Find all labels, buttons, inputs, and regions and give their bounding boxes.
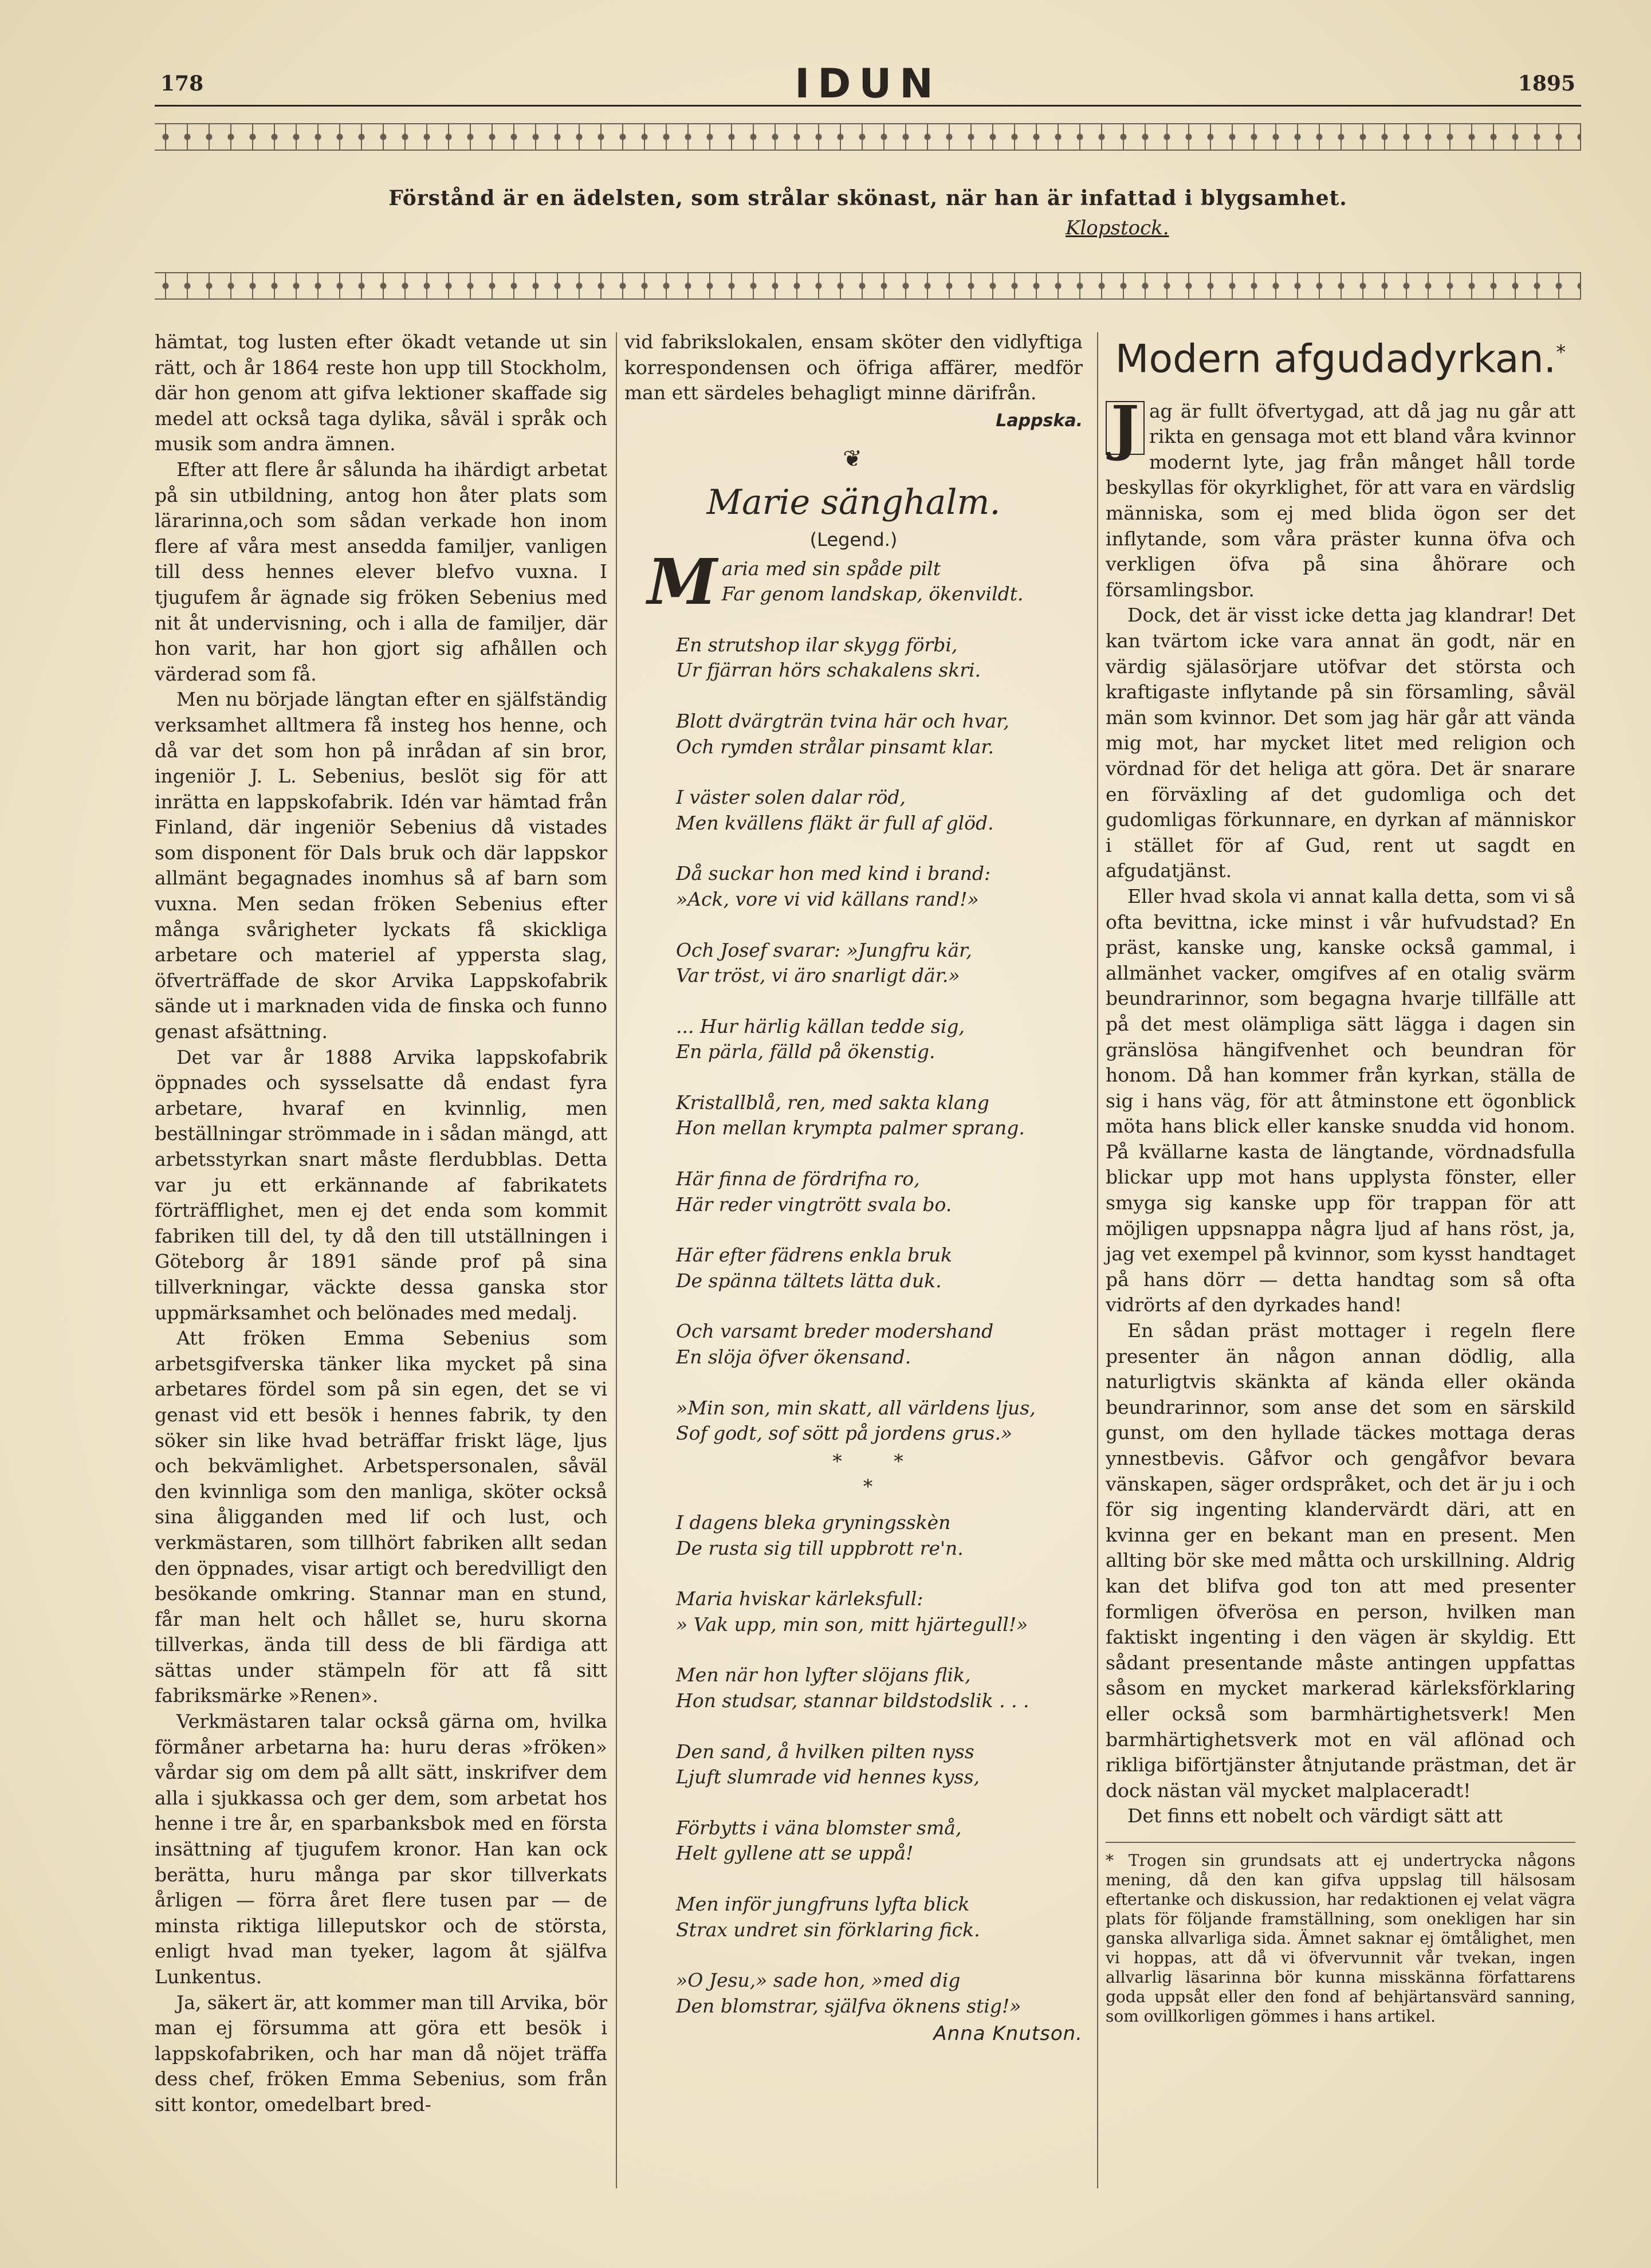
ornamental-border-top [155,123,1581,151]
paragraph: Det finns ett nobelt och värdigt sätt att [1127,1805,1503,1827]
poem-author: Anna Knutson. [933,2022,1083,2046]
column-divider [616,332,617,2188]
stanza [676,1815,1083,1866]
verse-line: Men när hon lyfter slöjans flik, [676,1664,971,1687]
fleuron-ornament: ❦ [843,446,864,473]
column-middle [624,329,1083,2047]
stanza [676,938,1083,989]
column-left [155,329,607,2118]
column-right [1106,329,1575,2026]
paragraph: En sådan präst mottager i regeln flere presenter än någon annan dödlig, alla naturligtvis skänkta af kända eller okända beundrarinnor, som anse det som en särskild gunst, om den hyllade täckes mottaga deras ynnestbevis. Gåfvor och gengåfvor bevara vänskapen, säger ordspråket, och det är ju i och för sig ingenting klandervärdt däri, att en kvinna ger en bekant man en present. Men allting bör ske med måtta och urskillning. Aldrig kan det blifva god ton att med presenter formligen öfverösa en person, hvilken man faktiskt ingenting i den vägen är skyldig. Ett sådant presentande måste antingen uppfattas såsom en mycket markerad kärleksförklaring eller också som barmhärtighetsverk! Men barmhärtighetsverk mot en väl aflönad och rikliga biförtjänster åtnjutande prästman, det är dock nästan väl mycket malplaceradt! [1106,1319,1575,1802]
stanza [676,1090,1083,1141]
verse-line: En slöja öfver ökensand. [676,1346,911,1369]
page-number: 178 [160,72,204,96]
poem-subtitle: (Legend.) [809,528,898,551]
stanza [676,1014,1083,1065]
article-title-text: Modern afgudadyrkan. [1115,336,1556,382]
paragraph: Men nu började längtan efter en själfständig verksamhet alltmera få insteg hos henne, och då var det som hon på inrådan af sin bror, ingeniör J. L. Sebenius, beslöt sig för att inrätta en lappskofabrik. Idén var hämtad från Finland, där ingeniör Sebenius då vistades som disponent för Dals bruk och där lappskor allmänt begagnades inomhus så af barn som vuxna. Men sedan fröken Sebenius efter många svårigheter lyckats få skickliga arbetare och materiel af yppersta slag, öfverträffade de skor Arvika Lappskofabrik sände ut i marknaden vida de finska och funno genast afsättning. [155,688,607,1043]
drop-cap: M [647,544,717,619]
paragraph: Ja, säkert är, att kommer man till Arvika, bör man ej försumma att göra ett besök i lappskofabriken, och har man då nöjet träffa dess chef, fröken Emma Sebenius, som från sitt kontor, omedelbart bred- [155,1991,607,2116]
stanza [676,1968,1083,2019]
verse-line: »O Jesu,» sade hon, »med dig [676,1969,961,1992]
verse-line: aria med sin spåde pilt [721,557,941,580]
stanza [676,1319,1083,1370]
paragraph: vid fabrikslokalen, ensam sköter den vidlyftiga korrespondensen och öfriga affärer, medför man ett särdeles behagligt minne därifrån. [624,331,1083,404]
stanza [676,1739,1083,1790]
verse-line: »Ack, vore vi vid källans rand!» [676,887,979,910]
stanza [676,1166,1083,1217]
section-break-asterisks: * * * [832,1449,926,1498]
verse-line: Ur fjärran hörs schakalens skri. [676,659,981,682]
verse-line: Förbytts i väna blomster små, [676,1816,962,1839]
epigraph: Förstånd är en ädelsten, som strålar skönast, när han är infattad i blygsamhet. [388,186,1347,210]
paragraph-text: ag är fullt öfvertygad, att då jag nu går att rikta en gensaga mot ett bland våra kvinnor modernt lyte, jag från månget håll torde beskyllas för okyrklighet, för att vara en värdslig människa, som ej med blida ögon ser det inflytande, som våra präster kunna öfva och verkligen öfva på sina åhörare och församlingsbor. [1106,399,1575,601]
ornamental-border-middle [155,272,1581,300]
stanza [647,544,1083,619]
stanza [676,1662,1083,1713]
verse-line: Här finna de fördrifna ro, [676,1168,920,1190]
verse-line: De rusta sig till uppbrott re'n. [676,1536,964,1559]
verse-line: Den sand, å hvilken pilten nyss [676,1740,974,1763]
verse-line: » Vak upp, min son, mitt hjärtegull!» [676,1613,1028,1636]
paragraph [1106,392,1575,603]
verse-line: De spänna tältets lätta duk. [676,1269,942,1292]
verse-line: Var tröst, vi äro snarligt där.» [676,964,960,987]
paragraph: Dock, det är visst icke detta jag klandrar! Det kan tvärtom icke vara annat än godt, när en värdig själasörjare utöfvar det största och kraftigaste inflytande på sin församling, såväl män som kvinnor. Det som jag här går att vända mig mot, har mycket litet med religion och vördnad för det heliga att göra. Det är snarare en förväxling af det gudomliga och det gudomligas förkunnare, en dyrkan af människor i stället för af Gud, rent ut sagdt en afgudatjänst. [1106,604,1575,882]
verse-line: Men inför jungfruns lyfta blick [676,1892,970,1915]
drop-cap: J [1106,401,1145,455]
page-header [155,60,1581,117]
stanza [676,1892,1083,1943]
publication-year: 1895 [1518,72,1575,96]
header-rule [155,105,1581,107]
paragraph: hämtat, tog lusten efter ökadt vetande ut sin rätt, och år 1864 reste hon upp till Stockholm, där hon genom att gifva lektioner skaffade sig medel att också taga dylika, såväl i språk och musik som andra ämnen. [155,331,607,455]
paragraph: Verkmästaren talar också gärna om, hvilka förmåner arbetarna ha: huru deras »fröken» vårdar sig om dem på allt sätt, inskrifver dem alla i sjukkassa och ger dem, som arbetat hos henne i tre år, en sparbanksbok med en första insättning af tjugufem kronor. Han kan ock berätta, huru många par skor tillverkats årligen — förra året flere tusen par — de minsta riktiga lilleputskor och de största, enligt hvad man tyeker, lagom åt själfva Lunkentus. [155,1710,607,1988]
stanza [676,1396,1083,1447]
verse-line: Här efter fädrens enkla bruk [676,1244,953,1267]
verse-line: Kristallblå, ren, med sakta klang [676,1091,989,1114]
verse-line: Den blomstrar, själfva öknens stig!» [676,1994,1021,2017]
verse-line: Blott dvärgträn tvina här och hvar, [676,709,1009,732]
stanza [676,785,1083,836]
verse-line: Hon mellan krympta palmer sprang. [676,1117,1025,1139]
verse-line: Och rymden strålar pinsamt klar. [676,735,994,758]
verse-line: Och Josef svarar: »Jungfru kär, [676,938,972,961]
stanza [676,861,1083,912]
epigraph-source: Klopstock. [1066,217,1169,239]
verse-line: Far genom landskap, ökenvildt. [721,583,1024,606]
stanza [676,709,1083,760]
paragraph: Det var år 1888 Arvika lappskofabrik öppnades och sysselsatte då endast fyra arbetare, hvaraf en kvinnlig, men beställningar strömmade in i sådan mängd, att arbetsstyrkan snart måste flerdubblas. Detta var ju ett erkännande af fabrikatets förträfflighet, men ej det enda som kommit fabriken till del, ty då den till utställningen i Göteborg år 1891 sände prof på sina tillverkningar, väckte dessa ganska stor uppmärksamhet och belönades med medalj. [155,1045,607,1324]
verse-line: Ljuft slumrade vid hennes kyss, [676,1766,980,1789]
verse-line: Då suckar hon med kind i brand: [676,862,991,885]
stanza [676,1510,1083,1561]
verse-line: »Min son, min skatt, all världens ljus, [676,1396,1036,1419]
stanza [676,1243,1083,1294]
publication-title: IDUN [795,60,941,107]
paragraph: Eller hvad skola vi annat kalla detta, som vi så ofta bevittna, icke minst i vår hufvudstad? En präst, kanske ung, kanske också gammal, i allmänhet vacker, omgifves af en otalig svärm beundrarinnor, som begagna hvarje tillfälle att på det mest olämpliga sätt lägga i dagen sin gränslösa hängifvenhet och beundran för honom. Då han kommer från kyrkan, ställa de sig i hans väg, för att åtminstone ett ögonblick möta hans blick eller kanske snudda vid honom. På kvällarne kasta de längtande, vördnadsfulla blickar upp mot hans upplysta fönster, eller smyga sig kanske upp för trappan för att möjligen uppsnappa några ljud af hans röst, ja, jag vet exempel på kvinnor, som kysst handtaget på hans dörr — detta handtag som så ofta vidrörts af den dyrkades hand! [1106,885,1575,1316]
verse-line: En pärla, fälld på ökenstig. [676,1040,935,1063]
verse-line: ... Hur härlig källan tedde sig, [676,1015,965,1037]
paragraph: Att fröken Emma Sebenius som arbetsgifverska tänker lika mycket på sina arbetares fördel som på sin egen, det se vi genast vid ett besök i hennes fabrik, ty den söker sin like hvad beträffar friskt läge, ljus och bekvämlighet. Arbetspersonalen, såväl den kvinnliga som den manliga, sköter också sina åligganden med lif och lust, och verkmästaren, som tillhört fabriken allt sedan den öppnades, visar artigt och beredvilligt den besökande omkring. Stannar man en stund, får man helt och hållet se, huru skorna tillverkas, ända till dess de bli färdiga att sättas under stämpeln för att få sitt fabriksmärke »Renen». [155,1327,607,1707]
verse-line: I dagens bleka gryningsskèn [676,1511,951,1534]
poem [624,544,1083,2047]
verse-line: En strutshop ilar skygg förbi, [676,633,958,656]
verse-line: Och varsamt breder modershand [676,1320,994,1343]
signature: Lappska. [996,410,1083,431]
verse-line: Här reder vingtrött svala bo. [676,1193,952,1216]
footnote-marker: * [1556,341,1566,364]
verse-line: Helt gyllene att se uppå! [676,1842,914,1865]
verse-line: Hon studsar, stannar bildstodslik . . . [676,1689,1029,1712]
column-divider [1097,332,1098,2188]
verse-line: I väster solen dalar röd, [676,786,906,809]
stanza [676,1586,1083,1637]
paragraph: Efter att flere år sålunda ha ihärdigt arbetat på sin utbildning, antog hon åter plats som lärarinna,och som sådan verkade hon inom flere af våra mest ansedda familjer, vanligen till dess hennes elever blefvo vuxna. I tjugufem år ägnade sig fröken Sebenius med nit åt undervisning, och i alla de familjer, där hon varit, har hon gjort sig afhållen och värderad som få. [155,458,607,685]
article-title [1106,329,1575,383]
footnote: * Trogen sin grundsats att ej undertrycka någons mening, då den kan gifva uppslag till hälsosam eftertanke och diskussion, har redaktionen ej velat vägra plats för följande framställning, som onekligen har sin ganska allvarliga sida. Ämnet saknar ej ömtålighet, men vi hoppas, att då vi öfvervunnit vår tvekan, ingen allvarlig läsarinna bör kunna misskänna författarens goda uppsåt eller den fond af behjärtansvärd sanning, som ovillkorligen gömmes i hans artikel. [1106,1842,1575,2026]
verse-line: Maria hviskar kärleksfull: [676,1587,923,1610]
poem-title: Marie sänghalm. [706,482,1001,522]
verse-line: Strax undret sin förklaring fick. [676,1918,980,1941]
verse-line: Men kvällens fläkt är full af glöd. [676,811,994,834]
verse-line: Sof godt, sof sött på jordens grus.» [676,1422,1013,1445]
stanza [676,632,1083,683]
